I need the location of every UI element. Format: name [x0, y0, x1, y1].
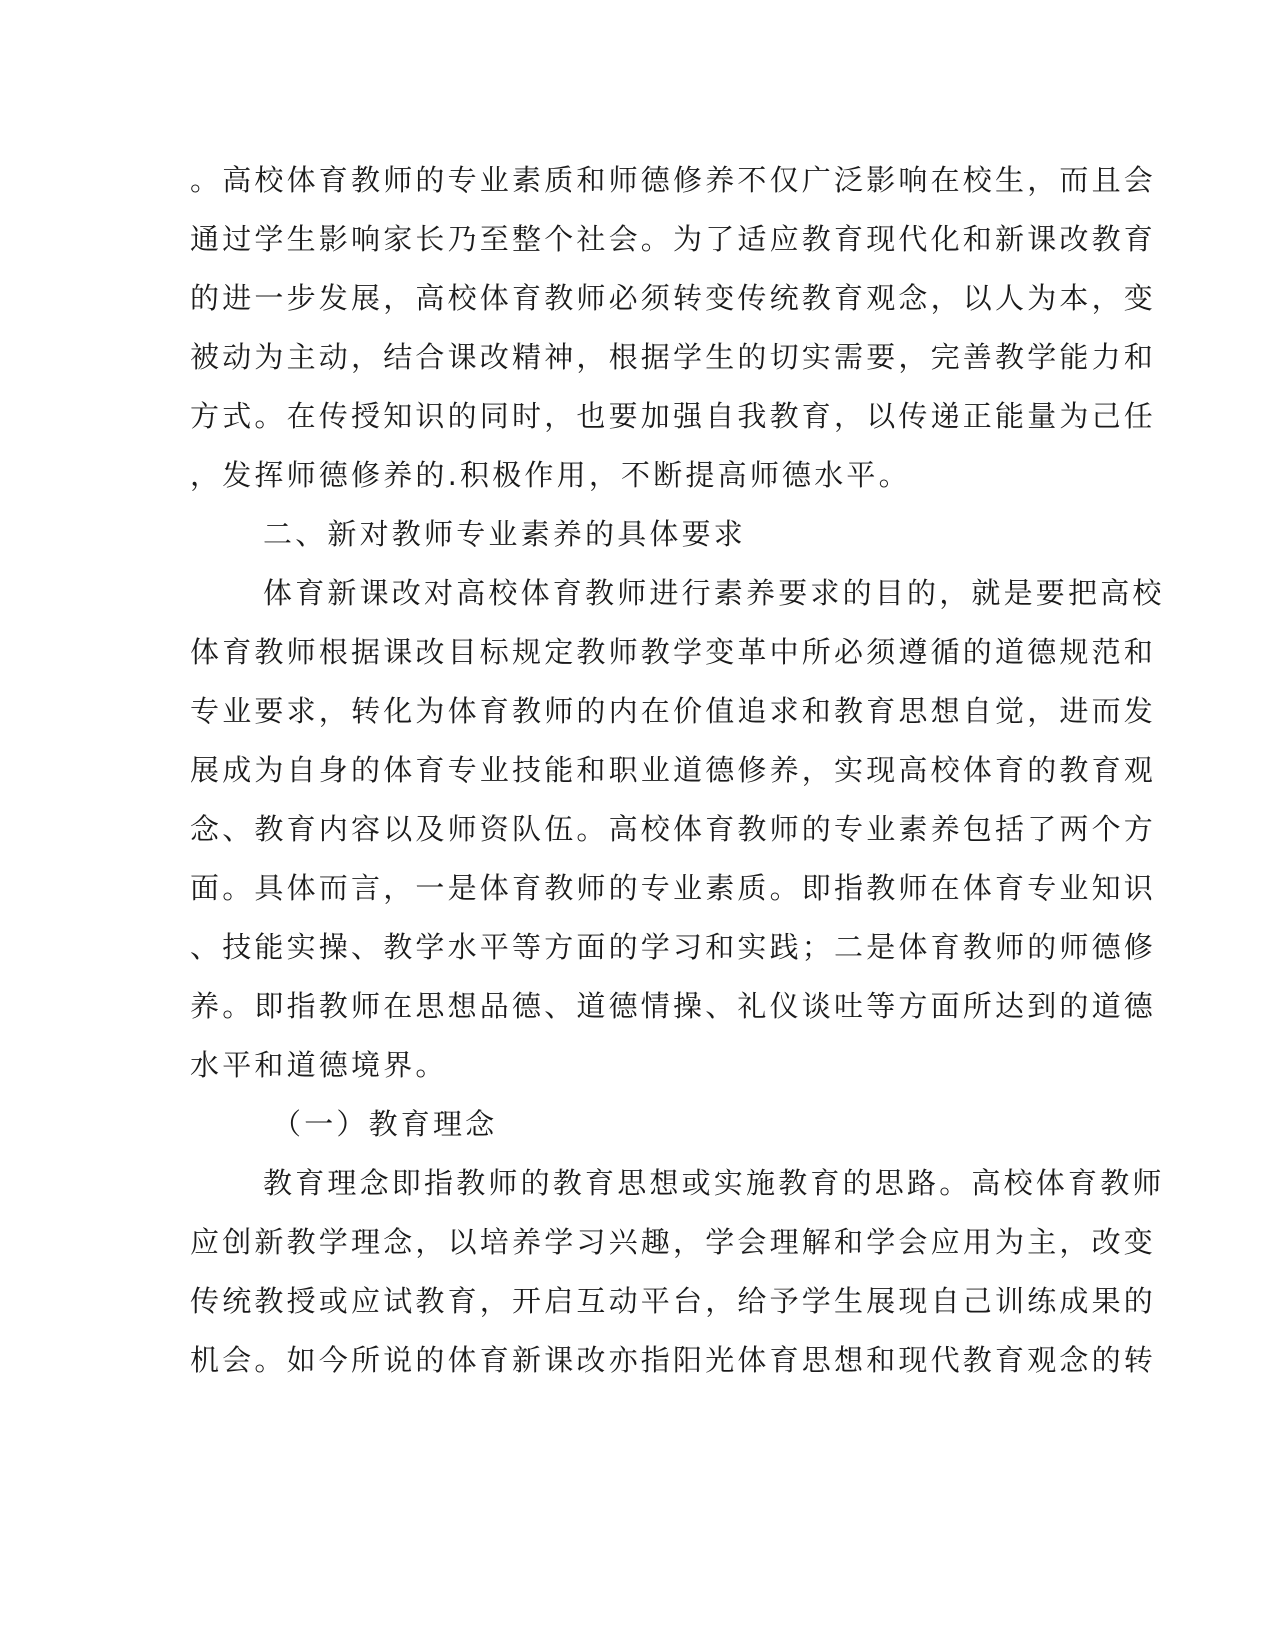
paragraph-line: 念、教育内容以及师资队伍。高校体育教师的专业素养包括了两个方 [190, 812, 1157, 846]
paragraph-line: 被动为主动，结合课改精神，根据学生的切实需要，完善教学能力和 [190, 340, 1157, 374]
paragraph-line: 传统教授或应试教育，开启互动平台，给予学生展现自己训练成果的 [190, 1284, 1157, 1318]
paragraph-line: 通过学生影响家长乃至整个社会。为了适应教育现代化和新课改教育 [190, 222, 1157, 256]
paragraph-line: 应创新教学理念，以培养学习兴趣，学会理解和学会应用为主，改变 [190, 1225, 1157, 1259]
paragraph-line: 面。具体而言，一是体育教师的专业素质。即指教师在体育专业知识 [190, 871, 1157, 905]
paragraph-line: ，发挥师德修养的.积极作用，不断提高师德水平。 [190, 458, 911, 492]
paragraph-line: 体育教师根据课改目标规定教师教学变革中所必须遵循的道德规范和 [190, 635, 1157, 669]
paragraph-line: 养。即指教师在思想品德、道德情操、礼仪谈吐等方面所达到的道德 [190, 989, 1157, 1023]
paragraph-line: 机会。如今所说的体育新课改亦指阳光体育思想和现代教育观念的转 [190, 1343, 1157, 1377]
paragraph-line: 、技能实操、教学水平等方面的学习和实践；二是体育教师的师德修 [190, 930, 1157, 964]
paragraph-line: 水平和道德境界。 [190, 1048, 448, 1082]
paragraph-line: 体育新课改对高校体育教师进行素养要求的目的，就是要把高校 [263, 576, 1165, 610]
section-heading: 二、新对教师专业素养的具体要求 [263, 517, 747, 551]
paragraph-line: 展成为自身的体育专业技能和职业道德修养，实现高校体育的教育观 [190, 753, 1157, 787]
paragraph-line: 方式。在传授知识的同时，也要加强自我教育，以传递正能量为己任 [190, 399, 1157, 433]
subsection-heading: （一）教育理念 [272, 1107, 498, 1141]
paragraph-line: 。高校体育教师的专业素质和师德修养不仅广泛影响在校生，而且会 [190, 163, 1157, 197]
paragraph-line: 教育理念即指教师的教育思想或实施教育的思路。高校体育教师 [263, 1166, 1165, 1200]
paragraph-line: 的进一步发展，高校体育教师必须转变传统教育观念，以人为本，变 [190, 281, 1157, 315]
paragraph-line: 专业要求，转化为体育教师的内在价值追求和教育思想自觉，进而发 [190, 694, 1157, 728]
